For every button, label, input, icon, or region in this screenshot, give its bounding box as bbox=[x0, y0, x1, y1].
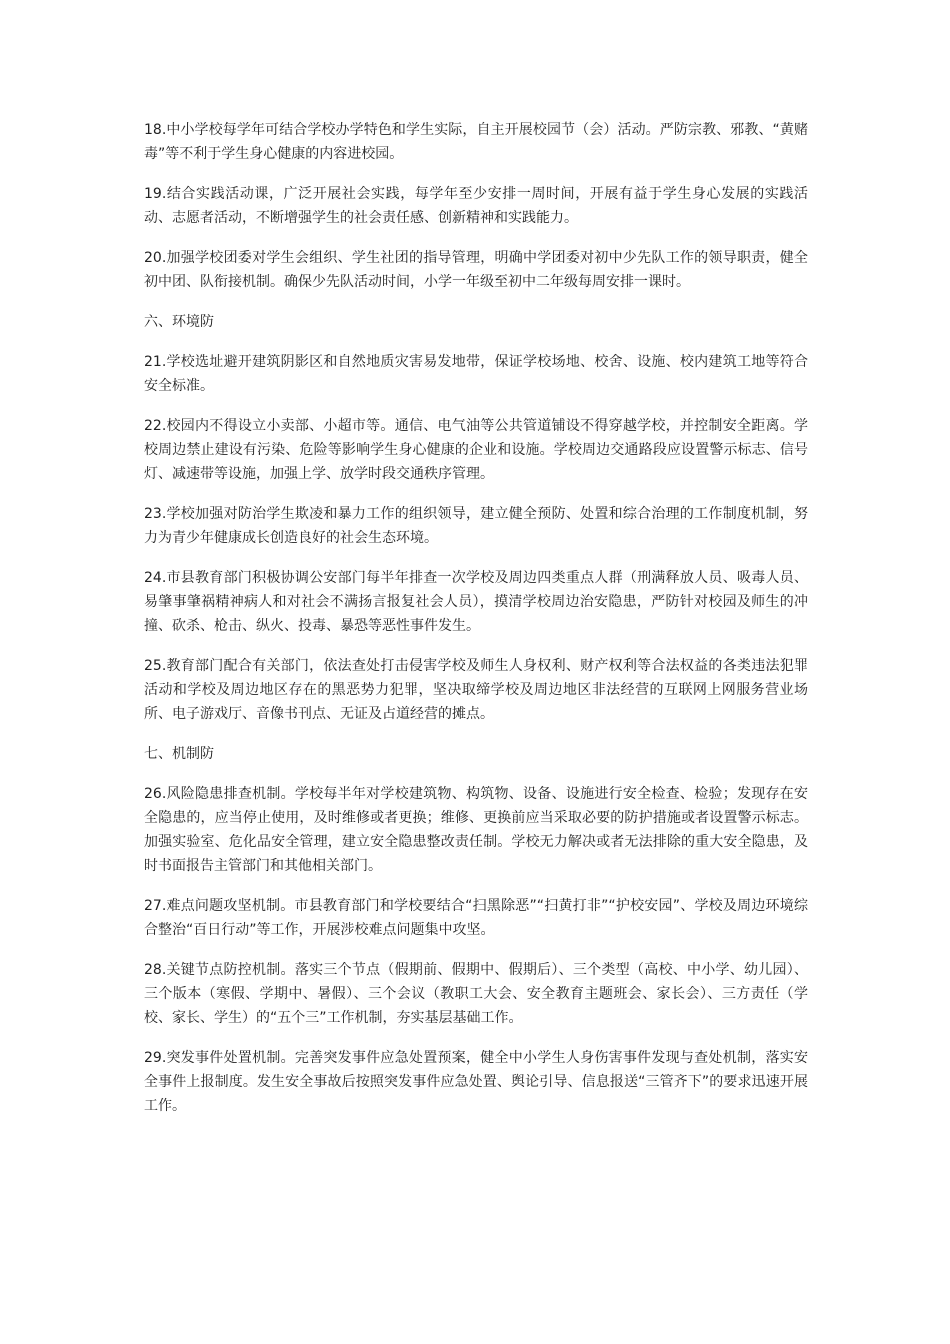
paragraph-24: 24.市县教育部门积极协调公安部门每半年排查一次学校及周边四类重点人群（刑满释放人员、吸毒人员、易肇事肇祸精神病人和对社会不满扬言报复社会人员），摸清学校周边治安隐患，严防针对校园及师生的冲撞、砍杀、枪击、纵火、投毒、暴恐等恶性事件发生。 bbox=[144, 570, 808, 634]
paragraph-19: 19.结合实践活动课，广泛开展社会实践，每学年至少安排一周时间，开展有益于学生身心发展的实践活动、志愿者活动，不断增强学生的社会责任感、创新精神和实践能力。 bbox=[144, 186, 808, 226]
section-heading-mechanism: 七、机制防 bbox=[144, 746, 214, 762]
paragraph-28: 28.关键节点防控机制。落实三个节点（假期前、假期中、假期后）、三个类型（高校、中小学、幼儿园）、三个版本（寒假、学期中、暑假）、三个会议（教职工大会、安全教育主题班会、家长会）、三方责任（学校、家长、学生）的“五个三”工作机制，夯实基层基础工作。 bbox=[144, 962, 808, 1026]
paragraph-22: 22.校园内不得设立小卖部、小超市等。通信、电气油等公共管道铺设不得穿越学校，并控制安全距离。学校周边禁止建设有污染、危险等影响学生身心健康的企业和设施。学校周边交通路段应设置警示标志、信号灯、减速带等设施，加强上学、放学时段交通秩序管理。 bbox=[144, 418, 808, 482]
paragraph-20: 20.加强学校团委对学生会组织、学生社团的指导管理，明确中学团委对初中少先队工作的领导职责，健全初中团、队衔接机制。确保少先队活动时间，小学一年级至初中二年级每周安排一课时。 bbox=[144, 250, 808, 290]
section-heading-environment: 六、环境防 bbox=[144, 314, 214, 330]
paragraph-29: 29.突发事件处置机制。完善突发事件应急处置预案，健全中小学生人身伤害事件发现与查处机制，落实安全事件上报制度。发生安全事故后按照突发事件应急处置、舆论引导、信息报送“三管齐下”的要求迅速开展工作。 bbox=[144, 1050, 808, 1114]
paragraph-27: 27.难点问题攻坚机制。市县教育部门和学校要结合“扫黑除恶”“扫黄打非”“护校安园”、学校及周边环境综合整治“百日行动”等工作，开展涉校难点问题集中攻坚。 bbox=[144, 898, 808, 938]
paragraph-21: 21.学校选址避开建筑阴影区和自然地质灾害易发地带，保证学校场地、校舍、设施、校内建筑工地等符合安全标准。 bbox=[144, 354, 808, 394]
paragraph-25: 25.教育部门配合有关部门，依法查处打击侵害学校及师生人身权利、财产权利等合法权益的各类违法犯罪活动和学校及周边地区存在的黑恶势力犯罪，坚决取缔学校及周边地区非法经营的互联网上网服务营业场所、电子游戏厅、音像书刊点、无证及占道经营的摊点。 bbox=[144, 658, 808, 722]
paragraph-26: 26.风险隐患排查机制。学校每半年对学校建筑物、构筑物、设备、设施进行安全检查、检验；发现存在安全隐患的，应当停止使用，及时维修或者更换；维修、更换前应当采取必要的防护措施或者设置警示标志。加强实验室、危化品安全管理，建立安全隐患整改责任制。学校无力解决或者无法排除的重大安全隐患，及时书面报告主管部门和其他相关部门。 bbox=[144, 786, 808, 874]
document-body bbox=[144, 118, 808, 1134]
paragraph-18: 18.中小学校每学年可结合学校办学特色和学生实际，自主开展校园节（会）活动。严防宗教、邪教、“黄赌毒”等不利于学生身心健康的内容进校园。 bbox=[144, 122, 808, 162]
paragraph-23: 23.学校加强对防治学生欺凌和暴力工作的组织领导，建立健全预防、处置和综合治理的工作制度机制，努力为青少年健康成长创造良好的社会生态环境。 bbox=[144, 506, 808, 546]
